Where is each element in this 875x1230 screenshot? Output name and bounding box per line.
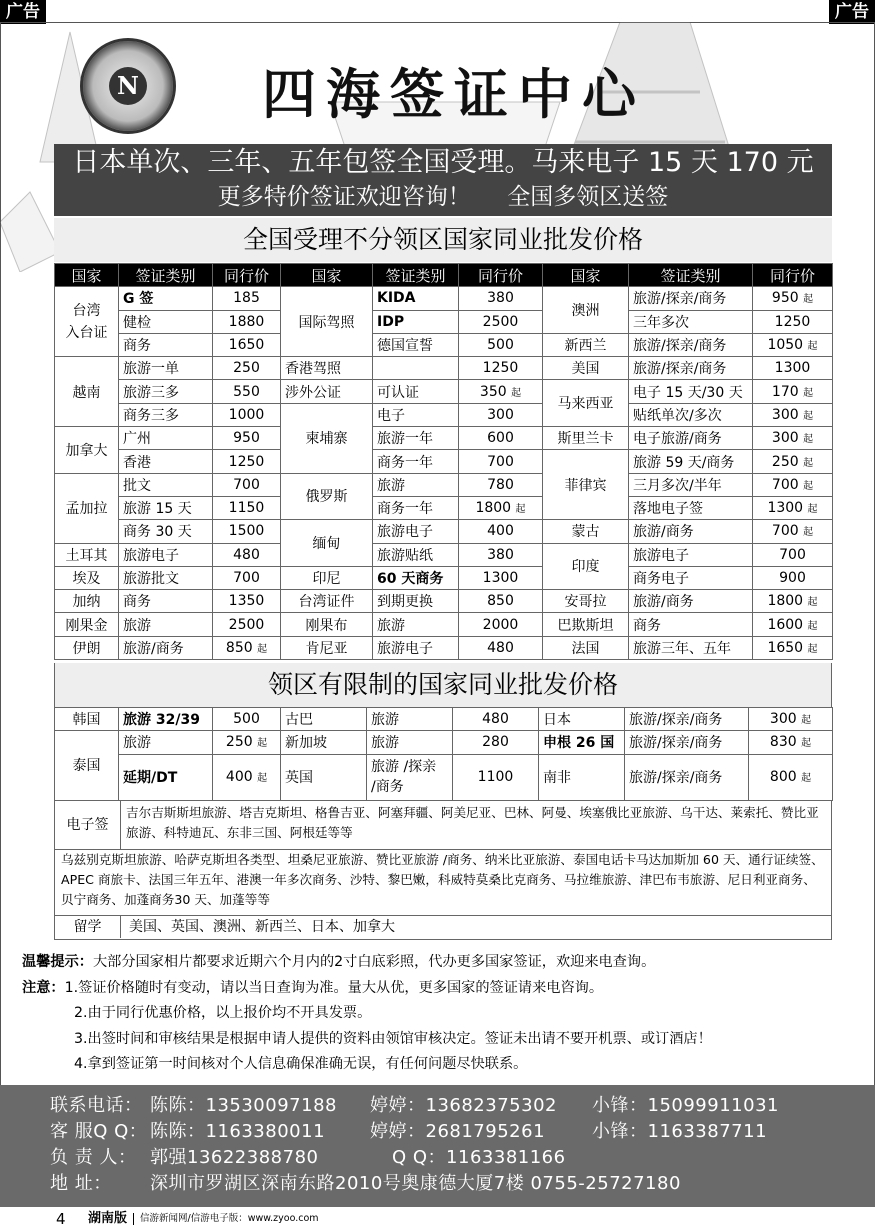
e-visa-label: 电子签 — [55, 801, 121, 849]
type-cell: 旅游/商务 — [629, 520, 753, 543]
header-price: 同行价 — [753, 264, 833, 287]
price-cell: 185 — [213, 287, 281, 310]
type-cell: 电子 15 天/30 天 — [629, 380, 753, 403]
type-cell: 旅游电子 — [373, 520, 459, 543]
country-cell: 日本 — [539, 708, 625, 731]
price-cell — [753, 333, 833, 356]
phone-row — [50, 1093, 875, 1119]
country-cell: 新西兰 — [543, 333, 629, 356]
country-cell: 安哥拉 — [543, 590, 629, 613]
phone-3[interactable]: 小锋：15099911031 — [592, 1095, 779, 1116]
phone-1[interactable]: 陈陈：13530097188 — [150, 1095, 337, 1116]
qq-2[interactable]: 婷婷：2681795261 — [370, 1121, 546, 1142]
price-cell: 1880 — [213, 310, 281, 333]
type-cell: 旅游 — [373, 613, 459, 636]
note-4: 4.拿到签证第一时间核对个人信息确保准确无误，有任何问题尽快联系。 — [74, 1056, 528, 1072]
price-cell: 380 — [459, 287, 543, 310]
price-cell: 780 — [459, 473, 543, 496]
type-cell: 电子 — [373, 403, 459, 426]
type-cell: 旅游/探亲/商务 — [629, 333, 753, 356]
more-visa-list: 乌兹别克斯坦旅游、哈萨克斯坦各类型、坦桑尼亚旅游、赞比亚旅游 /商务、纳米比亚旅游、泰国电话卡马达加斯加 60 天、通行证续签、APEC 商旅卡、法国三年五年、港澳一年多次商务、沙特、黎巴嫩，科威特莫桑比克商务、马拉维旅游、津巴布韦旅游、尼日利亚商务、贝宁商务、加蓬商务30 天、加蓬等等 — [54, 848, 832, 916]
logo-letter: N — [109, 67, 147, 105]
country-cell: 申根 26 国 — [539, 731, 625, 754]
contact-panel — [0, 1085, 875, 1207]
country-cell: 刚果布 — [281, 613, 373, 636]
price-value: 1800 — [475, 500, 512, 517]
site-text[interactable]: 信游新闻网/信游电子版：www.zyoo.com — [140, 1213, 319, 1224]
price-suffix: 起 — [801, 773, 812, 785]
table-row — [55, 496, 833, 519]
ad-tag-left: 广告 — [0, 0, 46, 24]
price-cell — [753, 380, 833, 403]
type-cell: 旅游 — [373, 473, 459, 496]
page-footer — [0, 1208, 875, 1230]
country-cell: 法国 — [543, 636, 629, 659]
type-cell: 旅游/探亲/商务 — [625, 731, 749, 754]
price-cell: 1300 — [753, 357, 833, 380]
price-cell: 2500 — [213, 613, 281, 636]
type-cell: G 签 — [119, 287, 213, 310]
type-cell: 商务三多 — [119, 403, 213, 426]
price-table-1 — [54, 263, 833, 660]
table-row — [55, 613, 833, 636]
price-cell: 900 — [753, 566, 833, 589]
table-row — [55, 287, 833, 310]
price-suffix: 起 — [803, 294, 814, 306]
type-cell — [373, 357, 459, 380]
price-cell: 400 — [459, 520, 543, 543]
note-2: 2.由于同行优惠价格，以上报价均不开具发票。 — [74, 1005, 372, 1021]
price-value: 1600 — [767, 616, 804, 633]
price-cell: 500 — [459, 333, 543, 356]
country-cell: 加拿大 — [55, 427, 119, 474]
country-cell: 孟加拉 — [55, 473, 119, 543]
type-cell: 延期/DT — [119, 754, 213, 800]
type-cell: 到期更换 — [373, 590, 459, 613]
price-cell: 850 — [459, 590, 543, 613]
type-cell: 德国宣誓 — [373, 333, 459, 356]
country-cell: 美国 — [543, 357, 629, 380]
qq-label: 客 服Q Q： — [50, 1121, 148, 1142]
section-2-title: 领区有限制的国家同业批发价格 — [54, 663, 832, 707]
country-cell: 缅甸 — [281, 520, 373, 567]
price-cell — [753, 403, 833, 426]
type-cell: KIDA — [373, 287, 459, 310]
country-cell: 韩国 — [55, 708, 119, 731]
type-cell: 广州 — [119, 427, 213, 450]
brand-title: 四海签证中心 — [262, 62, 646, 126]
country-cell: 越南 — [55, 357, 119, 427]
section-1-title: 全国受理不分领区国家同业批发价格 — [54, 218, 832, 262]
type-cell: 旅游 — [367, 731, 453, 754]
price-suffix: 起 — [257, 643, 268, 655]
price-suffix: 起 — [803, 434, 814, 446]
type-cell: 香港 — [119, 450, 213, 473]
type-cell: 健检 — [119, 310, 213, 333]
price-cell: 1300 — [459, 566, 543, 589]
price-cell — [753, 473, 833, 496]
type-cell: 60 天商务 — [373, 566, 459, 589]
study-row — [54, 916, 832, 940]
country-cell: 涉外公证 — [281, 380, 373, 403]
type-cell: 旅游电子 — [119, 543, 213, 566]
price-suffix: 起 — [807, 341, 818, 353]
country-cell: 埃及 — [55, 566, 119, 589]
type-cell: 电子旅游/商务 — [629, 427, 753, 450]
price-suffix: 起 — [257, 773, 268, 785]
study-value: 美国、英国、澳洲、新西兰、日本、加拿大 — [129, 919, 395, 935]
price-suffix: 起 — [803, 480, 814, 492]
type-cell: 可认证 — [373, 380, 459, 403]
price-cell: 480 — [453, 708, 539, 731]
price-value: 250 — [225, 734, 253, 751]
price-value: 800 — [769, 769, 797, 786]
type-cell: 旅游/探亲/商务 — [625, 708, 749, 731]
type-cell: 旅游贴纸 — [373, 543, 459, 566]
price-cell: 1500 — [213, 520, 281, 543]
table-row — [55, 333, 833, 356]
type-cell: 批文 — [119, 473, 213, 496]
price-cell: 500 — [213, 708, 281, 731]
price-cell: 1350 — [213, 590, 281, 613]
price-cell: 1250 — [213, 450, 281, 473]
price-cell: 1250 — [459, 357, 543, 380]
table-row — [55, 590, 833, 613]
type-cell: 商务 — [119, 590, 213, 613]
type-cell: 商务一年 — [373, 450, 459, 473]
type-cell: 旅游电子 — [373, 636, 459, 659]
ad-tag-right: 广告 — [829, 0, 875, 24]
type-cell: 旅游/商务 — [629, 590, 753, 613]
price-suffix: 起 — [807, 620, 818, 632]
owner-label: 负 责 人： — [50, 1147, 137, 1168]
country-cell: 新加坡 — [281, 731, 367, 754]
price-value: 850 — [225, 639, 253, 656]
price-cell — [459, 496, 543, 519]
type-cell: 旅游/商务 — [119, 636, 213, 659]
type-cell: 旅游 — [367, 708, 453, 731]
address-row — [50, 1171, 875, 1197]
country-cell: 古巴 — [281, 708, 367, 731]
price-value: 1650 — [767, 639, 804, 656]
table-row — [55, 473, 833, 496]
price-value: 700 — [771, 523, 799, 540]
price-cell — [753, 636, 833, 659]
country-cell: 加纳 — [55, 590, 119, 613]
price-suffix: 起 — [803, 387, 814, 399]
type-cell: 三月多次/半年 — [629, 473, 753, 496]
price-cell: 1250 — [753, 310, 833, 333]
type-cell: 旅游电子 — [629, 543, 753, 566]
price-cell: 280 — [453, 731, 539, 754]
price-value: 1050 — [767, 337, 804, 354]
price-cell — [753, 450, 833, 473]
price-suffix: 起 — [803, 527, 814, 539]
type-cell: 商务 30 天 — [119, 520, 213, 543]
price-cell: 600 — [459, 427, 543, 450]
price-value: 350 — [479, 383, 507, 400]
price-suffix: 起 — [511, 387, 522, 399]
owner-phone[interactable]: 郭强13622388780 — [150, 1147, 319, 1168]
edition-label: 湖南版 — [88, 1211, 128, 1226]
header-country: 国家 — [281, 264, 373, 287]
table-row — [55, 754, 833, 800]
price-suffix: 起 — [803, 457, 814, 469]
header-price: 同行价 — [213, 264, 281, 287]
price-cell — [753, 520, 833, 543]
type-cell: 旅游/探亲/商务 — [629, 357, 753, 380]
table-row — [55, 708, 833, 731]
price-table-2 — [54, 707, 833, 801]
header-price: 同行价 — [459, 264, 543, 287]
qq-row — [50, 1119, 875, 1145]
price-suffix: 起 — [807, 643, 818, 655]
country-cell: 印度 — [543, 543, 629, 590]
country-cell: 香港驾照 — [281, 357, 373, 380]
price-cell: 2000 — [459, 613, 543, 636]
price-cell — [459, 380, 543, 403]
price-cell — [749, 754, 833, 800]
price-cell: 700 — [213, 566, 281, 589]
price-cell: 1100 — [453, 754, 539, 800]
notes-block — [22, 950, 862, 1078]
price-value: 700 — [771, 476, 799, 493]
price-cell — [213, 754, 281, 800]
type-cell: 旅游 59 天/商务 — [629, 450, 753, 473]
type-cell: 旅游/探亲/商务 — [625, 754, 749, 800]
type-cell: 旅游/探亲/商务 — [629, 287, 753, 310]
price-cell: 550 — [213, 380, 281, 403]
price-suffix: 起 — [807, 504, 818, 516]
price-cell: 700 — [459, 450, 543, 473]
type-cell: 商务一年 — [373, 496, 459, 519]
country-cell: 土耳其 — [55, 543, 119, 566]
owner-row — [50, 1145, 875, 1171]
table-row — [55, 403, 833, 426]
price-cell: 380 — [459, 543, 543, 566]
price-value: 1300 — [767, 500, 804, 517]
country-cell: 柬埔寨 — [281, 403, 373, 473]
price-suffix: 起 — [257, 738, 268, 750]
country-cell: 国际驾照 — [281, 287, 373, 357]
price-value: 300 — [771, 430, 799, 447]
country-cell: 英国 — [281, 754, 367, 800]
type-cell: 旅游一单 — [119, 357, 213, 380]
price-cell — [753, 590, 833, 613]
qq-3[interactable]: 小锋：1163387711 — [592, 1121, 768, 1142]
type-cell: 旅游 32/39 — [119, 708, 213, 731]
country-cell: 台湾 入台证 — [55, 287, 119, 357]
e-visa-box — [54, 800, 832, 850]
country-cell: 菲律宾 — [543, 450, 629, 520]
country-cell: 南非 — [539, 754, 625, 800]
table-row — [55, 566, 833, 589]
type-cell: 商务 — [119, 333, 213, 356]
note-label: 注意： — [22, 979, 65, 996]
table-row — [55, 380, 833, 403]
price-cell — [213, 731, 281, 754]
price-suffix: 起 — [807, 597, 818, 609]
type-cell: 旅游 15 天 — [119, 496, 213, 519]
country-cell: 伊朗 — [55, 636, 119, 659]
type-cell: IDP — [373, 310, 459, 333]
country-cell: 马来西亚 — [543, 380, 629, 427]
table-header-row — [55, 264, 833, 287]
price-value: 300 — [769, 711, 797, 728]
price-value: 170 — [771, 383, 799, 400]
country-cell: 蒙古 — [543, 520, 629, 543]
table-row — [55, 636, 833, 659]
price-cell — [749, 731, 833, 754]
country-cell: 澳洲 — [543, 287, 629, 334]
country-cell: 刚果金 — [55, 613, 119, 636]
price-cell: 1650 — [213, 333, 281, 356]
qq-1[interactable]: 陈陈：1163380011 — [150, 1121, 326, 1142]
price-cell: 2500 — [459, 310, 543, 333]
price-cell: 480 — [459, 636, 543, 659]
price-value: 830 — [769, 734, 797, 751]
type-cell: 旅游批文 — [119, 566, 213, 589]
owner-qq[interactable]: Q Q：1163381166 — [392, 1147, 566, 1168]
type-cell: 旅游三年、五年 — [629, 636, 753, 659]
note-row — [22, 976, 862, 1002]
type-cell: 旅游三多 — [119, 380, 213, 403]
header-country: 国家 — [543, 264, 629, 287]
price-cell — [753, 613, 833, 636]
price-value: 1800 — [767, 593, 804, 610]
logo — [80, 38, 176, 134]
type-cell: 旅游 /探亲 /商务 — [367, 754, 453, 800]
banner-line-1: 日本单次、三年、五年包签全国受理。马来电子 15 天 170 元 — [72, 147, 814, 178]
type-cell: 落地电子签 — [629, 496, 753, 519]
price-cell — [753, 427, 833, 450]
price-suffix: 起 — [801, 715, 812, 727]
price-cell: 250 — [213, 357, 281, 380]
header-type: 签证类别 — [629, 264, 753, 287]
header-type: 签证类别 — [119, 264, 213, 287]
country-cell: 泰国 — [55, 731, 119, 800]
price-cell: 700 — [753, 543, 833, 566]
table-row — [55, 310, 833, 333]
tip-label: 温馨提示： — [22, 954, 93, 970]
price-cell: 300 — [459, 403, 543, 426]
table-row — [55, 450, 833, 473]
study-label: 留学 — [55, 916, 121, 938]
price-cell — [753, 496, 833, 519]
price-cell: 1150 — [213, 496, 281, 519]
price-value: 300 — [771, 406, 799, 423]
phone-label: 联系电话： — [50, 1095, 143, 1116]
table-row — [55, 357, 833, 380]
address-label: 地 址： — [50, 1173, 112, 1194]
price-cell — [213, 636, 281, 659]
note-3: 3.出签时间和审核结果是根据申请人提供的资料由领馆审核决定。签证未出请不要开机票、或订酒店！ — [74, 1030, 712, 1047]
e-visa-list: 吉尔吉斯斯坦旅游、塔吉克斯坦、格鲁吉亚、阿塞拜疆、阿美尼亚、巴林、阿曼、埃塞俄比亚旅游、乌干达、莱索托、赞比亚旅游、科特迪瓦、东非三国、阿根廷等等 — [126, 805, 819, 840]
header-type: 签证类别 — [373, 264, 459, 287]
price-cell — [753, 287, 833, 310]
price-cell: 1000 — [213, 403, 281, 426]
table-row — [55, 520, 833, 543]
type-cell: 商务 — [629, 613, 753, 636]
page-number: 4 — [56, 1210, 66, 1228]
country-cell: 肯尼亚 — [281, 636, 373, 659]
price-suffix: 起 — [515, 504, 526, 516]
type-cell: 旅游一年 — [373, 427, 459, 450]
country-cell: 台湾证件 — [281, 590, 373, 613]
price-cell — [749, 708, 833, 731]
banner-line-2: 更多特价签证欢迎咨询！ 全国多领区送签 — [217, 184, 669, 210]
tip-row — [22, 950, 862, 976]
country-cell: 斯里兰卡 — [543, 427, 629, 450]
phone-2[interactable]: 婷婷：13682375302 — [370, 1095, 557, 1116]
type-cell: 三年多次 — [629, 310, 753, 333]
type-cell: 商务电子 — [629, 566, 753, 589]
type-cell: 旅游 — [119, 613, 213, 636]
type-cell: 贴纸单次/多次 — [629, 403, 753, 426]
price-cell: 700 — [213, 473, 281, 496]
table-row — [55, 427, 833, 450]
price-cell: 950 — [213, 427, 281, 450]
price-suffix: 起 — [803, 410, 814, 422]
price-value: 950 — [771, 290, 799, 307]
address-value: 深圳市罗湖区深南东路2010号奥康德大厦7楼 0755-25727180 — [150, 1173, 681, 1194]
note-1: 1.签证价格随时有变动，请以当日查询为准。量大从优，更多国家的签证请来电咨询。 — [64, 979, 604, 996]
type-cell: 旅游 — [119, 731, 213, 754]
price-value: 400 — [225, 769, 253, 786]
footer-divider — [133, 1213, 134, 1225]
header-country: 国家 — [55, 264, 119, 287]
table-row — [55, 543, 833, 566]
country-cell: 印尼 — [281, 566, 373, 589]
country-cell: 巴欺斯坦 — [543, 613, 629, 636]
country-cell: 俄罗斯 — [281, 473, 373, 520]
table-row — [55, 731, 833, 754]
tip-text: 大部分国家相片都要求近期六个月内的2寸白底彩照，代办更多国家签证，欢迎来电查询。 — [92, 954, 656, 970]
price-value: 250 — [771, 453, 799, 470]
promo-banner — [54, 144, 832, 216]
price-suffix: 起 — [801, 738, 812, 750]
price-cell: 480 — [213, 543, 281, 566]
